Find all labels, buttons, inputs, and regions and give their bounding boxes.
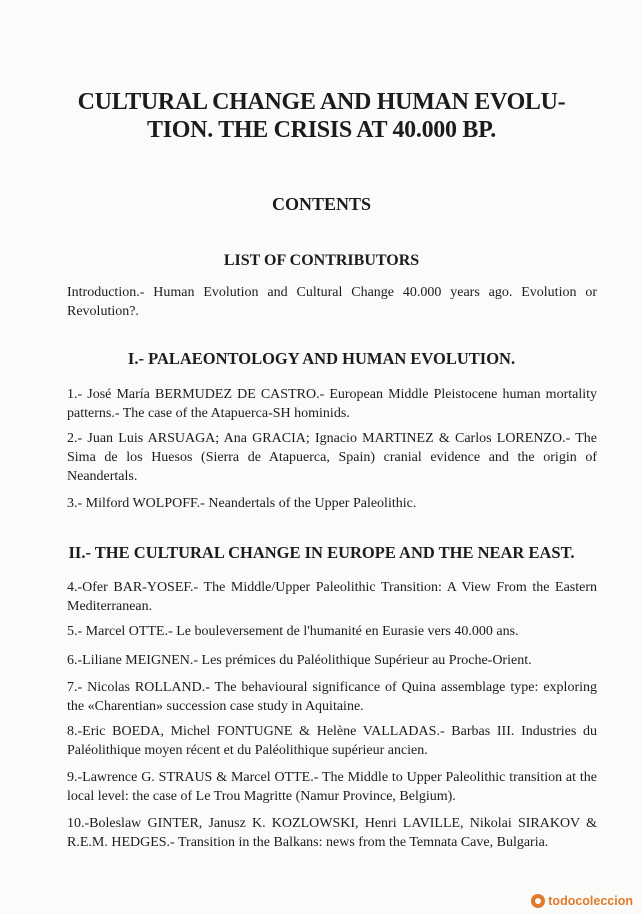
toc-entry-4: 4.-Ofer BAR-YOSEF.- The Middle/Upper Paleolithic Transition: A View From the Eastern Mediterranean. xyxy=(67,580,597,614)
toc-entry-5: 5.- Marcel OTTE.- Le bouleversement de l'humanité en Eurasie vers 40.000 ans. xyxy=(67,624,519,639)
toc-entry-6: 6.-Liliane MEIGNEN.- Les prémices du Paléolithique Supérieur au Proche-Orient. xyxy=(67,653,532,668)
contents-heading: CONTENTS xyxy=(271,194,372,214)
title-line-1: CULTURAL CHANGE AND HUMAN EVOLU- xyxy=(77,89,566,115)
toc-entry-7: 7.- Nicolas ROLLAND.- The behavioural significance of Quina assemblage type: exploring the «Charentian» succession case study in Aquitaine. xyxy=(67,680,597,714)
watermark xyxy=(531,894,633,908)
todocoleccion-logo-icon xyxy=(531,894,545,908)
toc-entry-2: 2.- Juan Luis ARSUAGA; Ana GRACIA; Ignacio MARTINEZ & Carlos LORENZO.- The Sima de los Huesos (Sierra de Atapuerca, Spain) cranial evidence and the origin of Neandertals. xyxy=(67,431,597,484)
section-1-heading: I.- PALAEONTOLOGY AND HUMAN EVOLUTION. xyxy=(127,349,516,368)
section-2-heading: II.- THE CULTURAL CHANGE IN EUROPE AND THE NEAR EAST. xyxy=(68,543,575,562)
title-line-2: TION. THE CRISIS AT 40.000 BP. xyxy=(147,117,496,143)
toc-entry-9: 9.-Lawrence G. STRAUS & Marcel OTTE.- The Middle to Upper Paleolithic transition at the local level: the case of Le Trou Magritte (Namur Province, Belgium). xyxy=(67,770,597,804)
toc-entry-8: 8.-Eric BOEDA, Michel FONTUGNE & Helène VALLADAS.- Barbas III. Industries du Paléolithique moyen récent et du Paléolithique supérieur ancien. xyxy=(67,724,597,758)
contributors-heading: LIST OF CONTRIBUTORS xyxy=(223,252,420,269)
toc-entry-1: 1.- José María BERMUDEZ DE CASTRO.- European Middle Pleistocene human mortality patterns.- The case of the Atapuerca-SH hominids. xyxy=(67,387,597,421)
document-title xyxy=(40,88,603,144)
watermark-text: todocoleccion xyxy=(548,894,633,908)
introduction-entry: Introduction.- Human Evolution and Cultural Change 40.000 years ago. Evolution or Revolution?. xyxy=(67,285,597,319)
toc-entry-3: 3.- Milford WOLPOFF.- Neandertals of the Upper Paleolithic. xyxy=(67,496,417,511)
toc-entry-10: 10.-Boleslaw GINTER, Janusz K. KOZLOWSKI, Henri LAVILLE, Nikolai SIRAKOV & R.E.M. HEDGES.- Transition in the Balkans: news from the Temnata Cave, Bulgaria. xyxy=(67,816,597,850)
